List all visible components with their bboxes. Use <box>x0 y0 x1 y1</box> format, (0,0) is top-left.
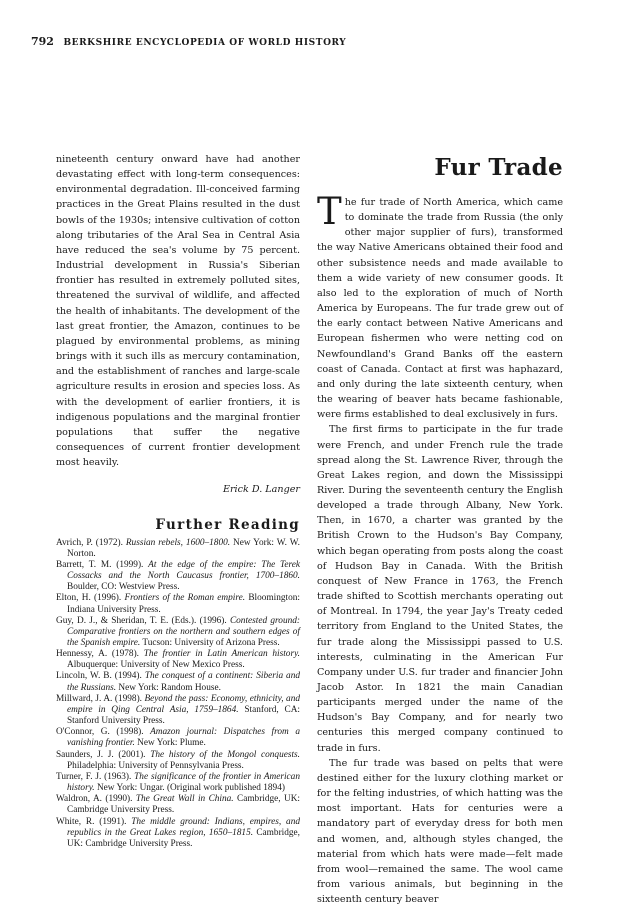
bibliography-entry <box>56 772 300 794</box>
left-paragraph: nineteenth century onward have had another devastating effect with long-term consequences: environmental degradation. Ill-conceived farming practices in the Great Plains resulted in the dust bowls of the 1930s; intensive cultivation of cotton along tributaries of the Aral Sea in Central Asia have reduced the sea's volume by 75 percent. Industrial development in Russia's Siberian frontier has resulted in extremely polluted sites, threatened the survival of wildlife, and affected the health of inhabitants. The development of the last great frontier, the Amazon, continues to be plagued by environmental problems, as mining brings with it such ills as mercury contamination, and the establishment of ranches and large-scale agriculture results in erosion and species loss. As with the development of earlier frontiers, it is indigenous populations and the marginal frontier populations that suffer the negative consequences of current frontier development most heavily. <box>56 154 300 469</box>
drop-cap: T <box>317 190 342 233</box>
bibliography-entry <box>56 727 300 749</box>
bibliography-entry <box>56 538 300 560</box>
bib-title: The significance of the frontier in American history. <box>67 771 300 794</box>
bib-title: The history of the Mongol conquests. <box>150 749 300 760</box>
bibliography-list <box>56 538 300 850</box>
bib-title: Amazon journal: Dispatches from a vanishing frontier. <box>67 727 300 749</box>
article-title: Fur Trade <box>434 154 563 181</box>
bib-title: The conquest of a continent: Siberia and the Russians. <box>67 671 301 693</box>
running-head <box>31 35 346 48</box>
bibliography-entry <box>56 794 300 816</box>
bib-publisher: Bloomington: Indiana University Press. <box>67 593 300 615</box>
bibliography-entry <box>56 649 300 671</box>
bibliography-entry <box>56 671 300 693</box>
bib-lead: Avrich, P. (1972). <box>56 537 126 548</box>
bibliography-entry <box>56 750 300 772</box>
bib-publisher: Stanford, CA: Stanford University Press. <box>67 704 301 727</box>
bib-title: Beyond the pass: Economy, ethnicity, and empire in Qing Central Asia, 1759–1864. <box>67 693 300 715</box>
bib-title: The frontier in Latin American history. <box>143 649 301 660</box>
bib-publisher: Philadelphia: University of Pennsylvania Press. <box>67 760 244 771</box>
bib-lead: Millward, J. A. (1998). <box>56 693 145 704</box>
bib-lead: Guy, D. J., & Sheridan, T. E. (Eds.). (1996). <box>56 615 230 626</box>
publication-title: BERKSHIRE ENCYCLOPEDIA OF WORLD HISTORY <box>63 38 347 48</box>
bib-lead: Lincoln, W. B. (1994). <box>56 671 145 682</box>
author-signature: Erick D. Langer <box>222 484 300 496</box>
bib-publisher: New York: W. W. Norton. <box>67 537 300 559</box>
bib-title: At the edge of the empire: The Terek Cossacks and the North Caucasus frontier, 1700–1860. <box>67 559 300 582</box>
bib-publisher: Albuquerque: University of New Mexico Press. <box>67 660 245 671</box>
bib-title: The Great Wall in China. <box>135 794 234 805</box>
bib-title: Contested ground: Comparative frontiers on the northern and southern edges of the Spanish empire. <box>67 615 300 648</box>
bib-publisher: New York: Plume. <box>134 738 206 749</box>
bib-lead: Waldron, A. (1990). <box>56 794 136 805</box>
bib-lead: Barrett, T. M. (1999). <box>56 559 149 570</box>
page-number: 792 <box>31 35 54 48</box>
bib-title: Frontiers of the Roman empire. <box>124 593 246 604</box>
bib-publisher: Cambridge, UK: Cambridge University Press. <box>67 827 300 849</box>
further-reading-heading: Further Reading <box>155 517 300 534</box>
bib-lead: Hennessy, A. (1978). <box>56 649 144 660</box>
bib-publisher: New York: Random House. <box>116 682 221 693</box>
bib-title: Russian rebels, 1600–1800. <box>125 537 231 548</box>
bib-publisher: Tucson: University of Arizona Press. <box>140 638 280 648</box>
bibliography-entry <box>56 560 300 593</box>
bibliography-entry <box>56 694 300 727</box>
article-paragraph: The first firms to participate in the fur trade were French, and under French rule the trade spread along the St. Lawrence River, through the Great Lakes region, and down the Mississippi River. During the seventeenth century the English developed a trade through Albany, New York. Then, in 1670, a charter was granted by the British Crown to the Hudson's Bay Company, which began operating from posts along the coast of Hudson Bay in Canada. With the British conquest of New France in 1763, the French trade shifted to Scottish merchants operating out of Montreal. In 1794, the year Jay's Treaty ceded territory from England to the United States, the fur trade along the Mississippi passed to U.S. interests, culminating in the American Fur Company under U.S. fur trader and financier John Jacob Astor. In 1821 the main Canadian participants merged under the name of the Hudson's Bay Company, and for nearly two centuries this merged company continued to trade in furs. <box>317 424 563 754</box>
article-paragraph-text: he fur trade of North America, which came to dominate the trade from Russia (the only other major supplier of furs), transformed the way Native Americans obtained their food and other subsistence needs and made available to them a wide variety of new consumer goods. It also led to the exploration of much of North America by Europeans. The fur trade grew out of the early contact between Native Americans and European fishermen who were netting cod on Newfoundland's Grand Banks off the eastern coast of Canada. Contact at first was haphazard, and only during the late sixteenth century, when the wearing of beaver hats became fashionable, were firms established to deal exclusively in furs. <box>317 197 563 421</box>
bibliography-entry <box>56 817 300 850</box>
bib-lead: Saunders, J. J. (2001). <box>56 749 151 760</box>
article-paragraph <box>317 190 563 422</box>
left-column <box>56 152 300 850</box>
article-body <box>317 190 563 907</box>
bib-lead: White, R. (1991). <box>56 816 132 827</box>
bib-title: The middle ground: Indians, empires, and republics in the Great Lakes region, 1650–1815. <box>67 816 300 838</box>
bibliography-entry <box>56 616 300 649</box>
bib-publisher: New York: Ungar. (Original work published 1894) <box>94 783 285 794</box>
bib-lead: Turner, F. J. (1963). <box>56 771 135 782</box>
bib-lead: Elton, H. (1996). <box>56 593 125 604</box>
bib-publisher: Boulder, CO: Westview Press. <box>67 582 180 593</box>
article-paragraph: The fur trade was based on pelts that were destined either for the luxury clothing market or for the felting industries, of which hatting was the most important. Hats for centuries were a mandatory part of everyday dress for both men and women, and, although styles changed, the material from which hats were made—felt made from wool—remained the same. The wool came from various animals, but beginning in the sixteenth century beaver <box>317 757 563 906</box>
bibliography-entry <box>56 593 300 615</box>
bib-lead: O'Connor, G. (1998). <box>56 727 151 738</box>
bib-publisher: Cambridge, UK: Cambridge University Press. <box>67 794 301 816</box>
